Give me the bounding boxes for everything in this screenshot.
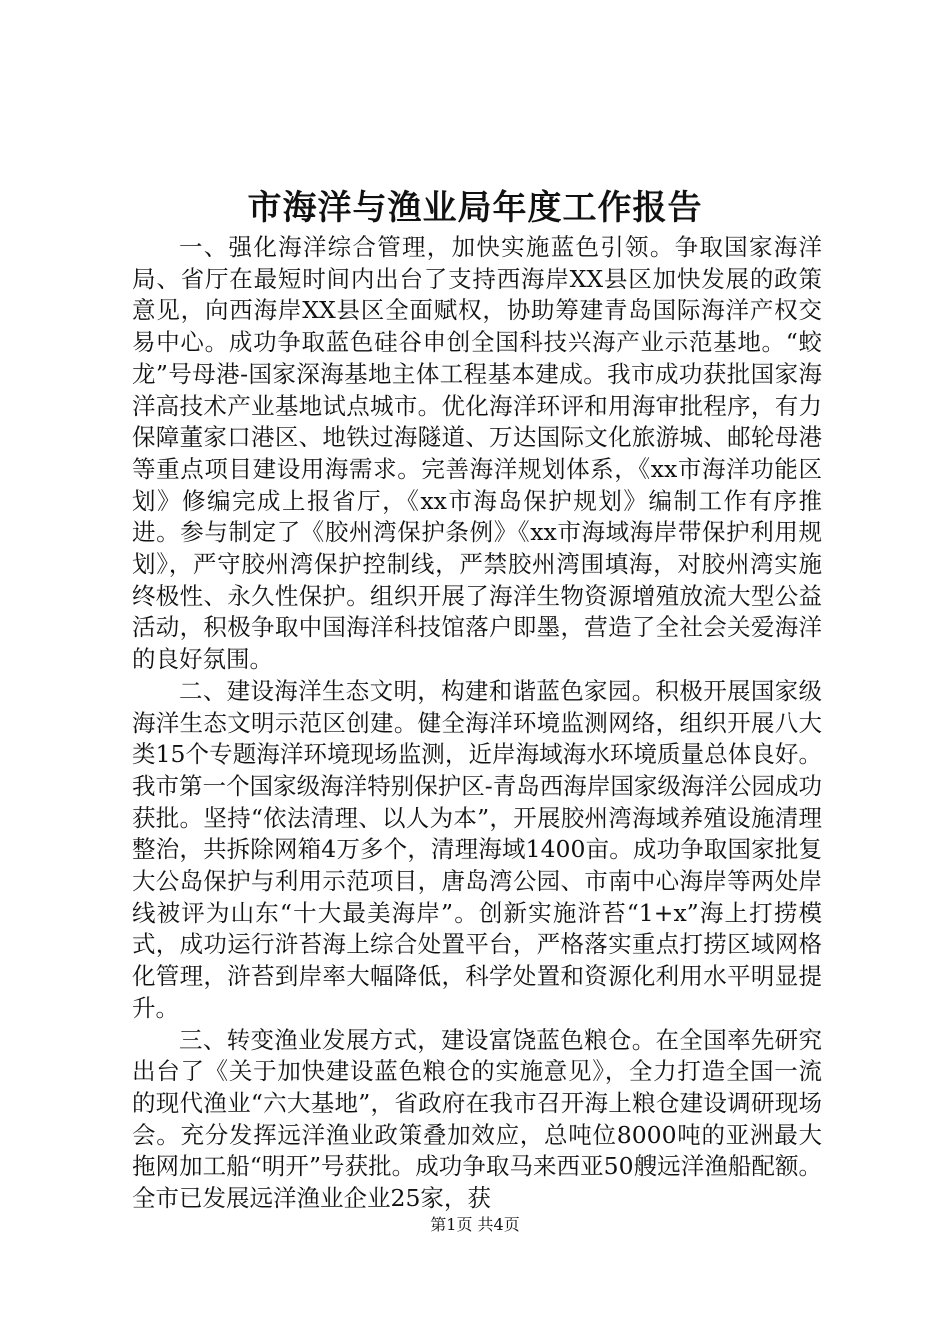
paragraph-1: 一、强化海洋综合管理，加快实施蓝色引领。争取国家海洋局、省厅在最短时间内出台了支持西海岸XX县区加快发展的政策意见，向西海岸XX县区全面赋权，协助筹建青岛国际海洋产权交易中心。成功争取蓝色硅谷申创全国科技兴海产业示范基地。“蛟龙”号母港-国家深海基地主体工程基本建成。我市成功获批国家海洋高技术产业基地试点城市。优化海洋环评和用海审批程序，有力保障董家口港区、地铁过海隧道、万达国际文化旅游城、邮轮母港等重点项目建设用海需求。完善海洋规划体系，《xx市海洋功能区划》修编完成上报省厅，《xx市海岛保护规划》编制工作有序推进。参与制定了《胶州湾保护条例》《xx市海域海岸带保护利用规划》，严守胶州湾保护控制线，严禁胶州湾围填海，对胶州湾实施终极性、永久性保护。组织开展了海洋生物资源增殖放流大型公益活动，积极争取中国海洋科技馆落户即墨，营造了全社会关爱海洋的良好氛围。 (132, 233, 822, 674)
document-body (132, 232, 822, 1215)
paragraph-3: 三、转变渔业发展方式，建设富饶蓝色粮仓。在全国率先研究出台了《关于加快建设蓝色粮仓的实施意见》，全力打造全国一流的现代渔业“六大基地”，省政府在我市召开海上粮仓建设调研现场会。充分发挥远洋渔业政策叠加效应，总吨位8000吨的亚洲最大拖网加工船“明开”号获批。成功争取马来西亚50艘远洋渔船配额。全市已发展远洋渔业企业25家，获 (132, 1025, 822, 1213)
page-footer: 第1页 共4页 (430, 1215, 520, 1234)
document-title: 市海洋与渔业局年度工作报告 (247, 188, 703, 228)
paragraph-2: 二、建设海洋生态文明，构建和谐蓝色家园。积极开展国家级海洋生态文明示范区创建。健全海洋环境监测网络，组织开展八大类15个专题海洋环境现场监测，近岸海域海水环境质量总体良好。我市第一个国家级海洋特别保护区-青岛西海岸国家级海洋公园成功获批。坚持“依法清理、以人为本”，开展胶州湾海域养殖设施清理整治，共拆除网箱4万多个，清理海域1400亩。成功争取国家批复大公岛保护与利用示范项目，唐岛湾公园、市南中心海岸等两处岸线被评为山东“十大最美海岸”。创新实施浒苔“1+x”海上打捞模式，成功运行浒苔海上综合处置平台，严格落实重点打捞区域网格化管理，浒苔到岸率大幅降低，科学处置和资源化利用水平明显提升。 (132, 676, 822, 1022)
